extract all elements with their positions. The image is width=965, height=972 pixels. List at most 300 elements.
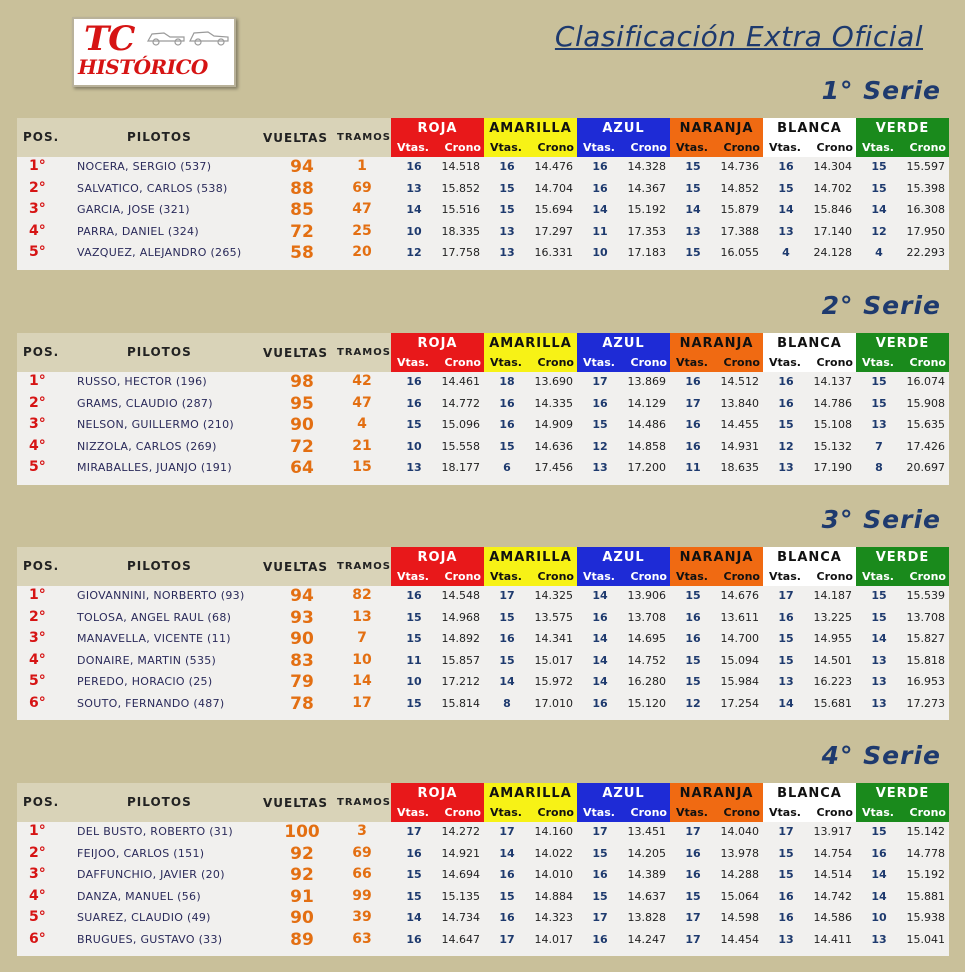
table-row — [17, 394, 949, 416]
row-crono: 14.931 — [720, 439, 759, 453]
header-pilotos: PILOTOS — [127, 559, 192, 573]
row-crono: 17.254 — [720, 696, 759, 710]
row-tramos: 3 — [357, 823, 367, 839]
table-row — [17, 415, 949, 437]
vtas-label: Vtas. — [397, 806, 429, 819]
vtas-label: Vtas. — [676, 141, 708, 154]
row-tramos: 42 — [352, 373, 372, 389]
row-vtas: 16 — [685, 610, 701, 624]
row-vtas: 15 — [778, 846, 794, 860]
row-vtas: 4 — [782, 246, 790, 259]
row-crono: 14.694 — [441, 868, 480, 881]
row-crono: 15.120 — [627, 696, 666, 710]
header-pos: POS. — [23, 130, 60, 144]
crono-label: Crono — [444, 806, 481, 819]
color-header-blanca — [763, 333, 856, 372]
row-vtas: 17 — [685, 911, 701, 924]
row-vtas: 15 — [685, 653, 701, 667]
row-vtas: 15 — [406, 610, 422, 624]
table-header — [17, 547, 949, 586]
color-name: BLANCA — [777, 550, 842, 565]
row-crono: 13.225 — [813, 610, 852, 624]
header-tramos: TRAMOS — [337, 347, 391, 358]
row-vueltas: 92 — [290, 865, 314, 885]
row-crono: 14.772 — [441, 396, 480, 410]
row-crono: 15.558 — [441, 439, 480, 453]
serie-title: 1° Serie — [821, 76, 941, 105]
row-pos: 1° — [29, 823, 46, 839]
table-row — [17, 608, 949, 630]
row-vtas: 14 — [592, 632, 608, 645]
row-vueltas: 85 — [290, 200, 314, 220]
row-vtas: 17 — [592, 825, 608, 838]
row-vtas: 10 — [592, 246, 608, 259]
row-vtas: 17 — [499, 825, 515, 838]
row-piloto: MIRABALLES, JUANJO (191) — [77, 461, 232, 474]
row-vueltas: 58 — [290, 243, 314, 263]
row-pos: 2° — [29, 844, 46, 861]
color-name: VERDE — [875, 786, 930, 801]
row-piloto: PEREDO, HORACIO (25) — [77, 675, 213, 688]
row-pos: 5° — [29, 244, 46, 260]
row-vueltas: 90 — [290, 415, 314, 435]
color-header-verde — [856, 118, 949, 157]
row-pos: 4° — [29, 887, 46, 904]
color-name: AZUL — [602, 121, 645, 136]
row-vtas: 14 — [592, 589, 608, 602]
row-pos: 6° — [29, 694, 46, 711]
color-name: AMARILLA — [489, 336, 572, 351]
row-crono: 15.017 — [534, 653, 573, 667]
vtas-label: Vtas. — [676, 356, 708, 369]
row-crono: 14.205 — [627, 846, 666, 860]
table-bottom-padding — [17, 480, 949, 485]
row-vtas: 12 — [406, 246, 422, 259]
crono-label: Crono — [630, 141, 667, 154]
color-header-verde — [856, 333, 949, 372]
row-vtas: 16 — [685, 846, 701, 860]
header-vueltas: VUELTAS — [263, 796, 329, 810]
table-row — [17, 586, 949, 608]
row-crono: 14.160 — [534, 825, 573, 838]
row-crono: 14.676 — [720, 589, 759, 602]
row-vtas: 17 — [778, 825, 794, 838]
row-tramos: 1 — [357, 158, 367, 174]
row-vueltas: 64 — [290, 458, 314, 478]
header-vueltas: VUELTAS — [263, 560, 329, 574]
table-row — [17, 372, 949, 394]
row-vueltas: 92 — [290, 843, 314, 864]
row-pos: 6° — [29, 930, 46, 947]
row-pos: 1° — [29, 373, 46, 389]
row-crono: 14.367 — [627, 181, 666, 195]
color-name: NARANJA — [679, 550, 754, 565]
row-vtas: 13 — [406, 461, 422, 474]
row-vueltas: 98 — [290, 372, 314, 392]
row-crono: 15.192 — [627, 203, 666, 216]
row-tramos: 4 — [357, 416, 367, 432]
row-tramos: 15 — [352, 459, 372, 475]
row-vueltas: 93 — [290, 607, 314, 628]
row-crono: 15.142 — [906, 825, 945, 838]
row-vtas: 13 — [499, 246, 515, 259]
color-name: BLANCA — [777, 336, 842, 351]
row-piloto: FEIJOO, CARLOS (151) — [77, 846, 205, 860]
row-tramos: 13 — [352, 608, 372, 625]
row-crono: 14.548 — [441, 589, 480, 602]
row-crono: 14.852 — [720, 181, 759, 195]
row-vtas: 15 — [871, 825, 887, 838]
row-vtas: 16 — [592, 160, 608, 173]
row-vtas: 7 — [875, 439, 883, 453]
row-pos: 2° — [29, 608, 46, 625]
row-vtas: 14 — [871, 203, 887, 216]
row-crono: 13.708 — [906, 610, 945, 624]
row-crono: 17.950 — [906, 224, 945, 238]
row-vtas: 12 — [871, 224, 887, 238]
row-crono: 15.881 — [906, 889, 945, 903]
row-crono: 17.010 — [534, 696, 573, 710]
row-vtas: 11 — [685, 461, 701, 474]
row-crono: 14.636 — [534, 439, 573, 453]
row-piloto: TOLOSA, ANGEL RAUL (68) — [77, 610, 232, 624]
row-vtas: 15 — [778, 632, 794, 645]
row-vtas: 16 — [592, 181, 608, 195]
row-vtas: 8 — [875, 461, 883, 474]
vtas-label: Vtas. — [397, 141, 429, 154]
row-vtas: 15 — [685, 160, 701, 173]
row-vtas: 11 — [592, 224, 608, 238]
row-vtas: 17 — [592, 911, 608, 924]
row-piloto: NIZZOLA, CARLOS (269) — [77, 439, 217, 453]
vtas-label: Vtas. — [583, 806, 615, 819]
row-crono: 17.140 — [813, 224, 852, 238]
row-crono: 16.953 — [906, 675, 945, 688]
row-crono: 13.840 — [720, 396, 759, 410]
color-name: AMARILLA — [489, 786, 572, 801]
row-crono: 15.192 — [906, 868, 945, 881]
vtas-label: Vtas. — [583, 356, 615, 369]
vtas-label: Vtas. — [676, 570, 708, 583]
logo-tc: TC — [84, 19, 135, 59]
row-vtas: 14 — [871, 632, 887, 645]
row-vtas: 12 — [685, 696, 701, 710]
row-crono: 22.293 — [906, 246, 945, 259]
vtas-label: Vtas. — [769, 356, 801, 369]
row-vtas: 13 — [778, 224, 794, 238]
table-bottom-padding — [17, 265, 949, 270]
row-crono: 14.247 — [627, 932, 666, 946]
row-crono: 17.190 — [813, 461, 852, 474]
table-row — [17, 437, 949, 459]
row-vtas: 16 — [685, 375, 701, 388]
row-vtas: 10 — [406, 439, 422, 453]
row-vueltas: 91 — [290, 886, 314, 907]
row-vtas: 15 — [592, 846, 608, 860]
row-vtas: 15 — [499, 653, 515, 667]
row-vtas: 16 — [499, 868, 515, 881]
row-piloto: SOUTO, FERNANDO (487) — [77, 696, 225, 710]
row-crono: 17.353 — [627, 224, 666, 238]
row-vueltas: 95 — [290, 393, 314, 414]
row-crono: 14.695 — [627, 632, 666, 645]
row-vtas: 14 — [778, 203, 794, 216]
row-vtas: 13 — [685, 224, 701, 238]
row-piloto: DEL BUSTO, ROBERTO (31) — [77, 825, 233, 838]
row-crono: 15.132 — [813, 439, 852, 453]
row-piloto: RUSSO, HECTOR (196) — [77, 375, 208, 388]
row-vueltas: 72 — [290, 221, 314, 242]
cars-icon — [146, 25, 230, 47]
row-crono: 16.223 — [813, 675, 852, 688]
row-crono: 17.758 — [441, 246, 480, 259]
vtas-label: Vtas. — [583, 141, 615, 154]
color-header-naranja — [670, 333, 763, 372]
table-row — [17, 822, 949, 844]
row-crono: 15.852 — [441, 181, 480, 195]
row-crono: 14.700 — [720, 632, 759, 645]
row-crono: 14.328 — [627, 160, 666, 173]
row-vueltas: 88 — [290, 178, 314, 199]
row-vtas: 12 — [778, 439, 794, 453]
header-pilotos: PILOTOS — [127, 345, 192, 359]
color-header-verde — [856, 547, 949, 586]
row-vtas: 13 — [871, 696, 887, 710]
row-crono: 13.708 — [627, 610, 666, 624]
row-vtas: 10 — [871, 911, 887, 924]
row-tramos: 17 — [352, 694, 372, 711]
row-vtas: 15 — [499, 203, 515, 216]
row-crono: 14.858 — [627, 439, 666, 453]
row-crono: 18.635 — [720, 461, 759, 474]
vtas-label: Vtas. — [862, 356, 894, 369]
tc-historico-logo — [72, 17, 236, 87]
table-row — [17, 930, 949, 952]
row-vtas: 10 — [406, 675, 422, 688]
crono-label: Crono — [537, 141, 574, 154]
row-crono: 14.017 — [534, 932, 573, 946]
vtas-label: Vtas. — [490, 141, 522, 154]
table-bottom-padding — [17, 715, 949, 720]
color-header-blanca — [763, 547, 856, 586]
table-header — [17, 783, 949, 822]
row-vtas: 14 — [499, 675, 515, 688]
color-name: NARANJA — [679, 336, 754, 351]
vtas-label: Vtas. — [676, 806, 708, 819]
table-row — [17, 458, 949, 480]
row-crono: 13.978 — [720, 846, 759, 860]
row-vtas: 15 — [778, 181, 794, 195]
row-vtas: 16 — [778, 396, 794, 410]
table-bottom-padding — [17, 951, 949, 956]
row-vtas: 15 — [685, 181, 701, 195]
row-crono: 14.476 — [534, 160, 573, 173]
row-crono: 15.814 — [441, 696, 480, 710]
row-tramos: 47 — [352, 201, 372, 217]
crono-label: Crono — [444, 570, 481, 583]
row-piloto: DAFFUNCHIO, JAVIER (20) — [77, 868, 225, 881]
row-tramos: 20 — [352, 244, 372, 260]
crono-label: Crono — [816, 806, 853, 819]
row-crono: 14.022 — [534, 846, 573, 860]
color-name: NARANJA — [679, 786, 754, 801]
row-crono: 15.539 — [906, 589, 945, 602]
row-vtas: 15 — [871, 160, 887, 173]
row-crono: 14.778 — [906, 846, 945, 860]
row-crono: 15.908 — [906, 396, 945, 410]
crono-label: Crono — [909, 356, 946, 369]
row-crono: 13.690 — [534, 375, 573, 388]
row-crono: 16.074 — [906, 375, 945, 388]
row-vtas: 15 — [499, 181, 515, 195]
row-pos: 4° — [29, 651, 46, 668]
serie-title: 4° Serie — [821, 741, 941, 770]
row-pos: 3° — [29, 866, 46, 882]
row-vtas: 15 — [685, 246, 701, 259]
row-vtas: 16 — [778, 911, 794, 924]
color-header-amarilla — [484, 118, 577, 157]
row-vtas: 15 — [592, 889, 608, 903]
row-vtas: 17 — [685, 396, 701, 410]
color-name: VERDE — [875, 550, 930, 565]
row-crono: 15.041 — [906, 932, 945, 946]
row-vtas: 16 — [406, 846, 422, 860]
row-pos: 2° — [29, 394, 46, 411]
row-vtas: 15 — [871, 610, 887, 624]
row-vueltas: 90 — [290, 629, 314, 649]
row-vtas: 15 — [871, 181, 887, 195]
row-vtas: 16 — [499, 911, 515, 924]
row-tramos: 7 — [357, 630, 367, 646]
row-crono: 15.857 — [441, 653, 480, 667]
row-crono: 18.335 — [441, 224, 480, 238]
row-crono: 15.135 — [441, 889, 480, 903]
row-vueltas: 89 — [290, 929, 314, 950]
row-piloto: GIOVANNINI, NORBERTO (93) — [77, 589, 245, 602]
row-crono: 14.341 — [534, 632, 573, 645]
vtas-label: Vtas. — [490, 806, 522, 819]
color-header-azul — [577, 118, 670, 157]
row-piloto: DANZA, MANUEL (56) — [77, 889, 201, 903]
row-tramos: 63 — [352, 930, 372, 947]
vtas-label: Vtas. — [769, 806, 801, 819]
row-pos: 2° — [29, 179, 46, 196]
row-crono: 15.398 — [906, 181, 945, 195]
row-vtas: 16 — [406, 932, 422, 946]
row-vtas: 14 — [871, 868, 887, 881]
color-header-amarilla — [484, 783, 577, 822]
color-header-verde — [856, 783, 949, 822]
row-crono: 15.681 — [813, 696, 852, 710]
row-crono: 14.647 — [441, 932, 480, 946]
row-crono: 13.451 — [627, 825, 666, 838]
row-tramos: 99 — [352, 887, 372, 904]
row-pos: 3° — [29, 416, 46, 432]
crono-label: Crono — [723, 806, 760, 819]
color-name: ROJA — [417, 121, 458, 136]
color-header-roja — [391, 118, 484, 157]
row-crono: 15.846 — [813, 203, 852, 216]
row-crono: 14.518 — [441, 160, 480, 173]
row-crono: 14.586 — [813, 911, 852, 924]
row-vtas: 14 — [406, 911, 422, 924]
table-row — [17, 887, 949, 909]
vtas-label: Vtas. — [862, 141, 894, 154]
color-header-amarilla — [484, 547, 577, 586]
row-vtas: 17 — [685, 825, 701, 838]
row-vtas: 13 — [499, 224, 515, 238]
row-vtas: 16 — [592, 396, 608, 410]
row-crono: 14.411 — [813, 932, 852, 946]
row-crono: 16.308 — [906, 203, 945, 216]
row-vtas: 13 — [871, 653, 887, 667]
row-crono: 15.635 — [906, 418, 945, 431]
row-crono: 17.183 — [627, 246, 666, 259]
row-vueltas: 94 — [290, 586, 314, 606]
row-crono: 15.096 — [441, 418, 480, 431]
row-crono: 13.906 — [627, 589, 666, 602]
color-name: BLANCA — [777, 786, 842, 801]
row-pos: 3° — [29, 630, 46, 646]
row-crono: 14.486 — [627, 418, 666, 431]
row-vueltas: 72 — [290, 436, 314, 457]
row-crono: 14.704 — [534, 181, 573, 195]
color-name: AZUL — [602, 336, 645, 351]
row-piloto: GARCIA, JOSE (321) — [77, 203, 190, 216]
row-vtas: 13 — [778, 461, 794, 474]
color-name: BLANCA — [777, 121, 842, 136]
row-vtas: 15 — [406, 696, 422, 710]
row-crono: 14.040 — [720, 825, 759, 838]
color-name: ROJA — [417, 786, 458, 801]
row-crono: 15.516 — [441, 203, 480, 216]
serie-title: 2° Serie — [821, 291, 941, 320]
row-vtas: 16 — [778, 375, 794, 388]
row-vtas: 13 — [778, 932, 794, 946]
crono-label: Crono — [909, 806, 946, 819]
color-header-azul — [577, 547, 670, 586]
header-pilotos: PILOTOS — [127, 130, 192, 144]
row-piloto: VAZQUEZ, ALEJANDRO (265) — [77, 246, 242, 259]
row-crono: 14.734 — [441, 911, 480, 924]
row-crono: 16.055 — [720, 246, 759, 259]
row-pos: 1° — [29, 158, 46, 174]
row-crono: 14.736 — [720, 160, 759, 173]
row-vtas: 16 — [406, 396, 422, 410]
results-table — [17, 333, 949, 485]
row-vtas: 6 — [503, 461, 511, 474]
color-name: AZUL — [602, 786, 645, 801]
row-vtas: 15 — [406, 868, 422, 881]
row-pos: 1° — [29, 587, 46, 603]
row-crono: 13.869 — [627, 375, 666, 388]
header-pos: POS. — [23, 795, 60, 809]
color-header-amarilla — [484, 333, 577, 372]
row-crono: 14.454 — [720, 932, 759, 946]
row-crono: 17.388 — [720, 224, 759, 238]
row-vtas: 16 — [406, 160, 422, 173]
results-table — [17, 783, 949, 956]
row-crono: 14.187 — [813, 589, 852, 602]
row-crono: 17.200 — [627, 461, 666, 474]
color-header-roja — [391, 333, 484, 372]
row-pos: 4° — [29, 222, 46, 239]
row-crono: 13.575 — [534, 610, 573, 624]
crono-label: Crono — [630, 806, 667, 819]
row-vtas: 16 — [499, 632, 515, 645]
row-vtas: 15 — [871, 589, 887, 602]
row-crono: 14.288 — [720, 868, 759, 881]
